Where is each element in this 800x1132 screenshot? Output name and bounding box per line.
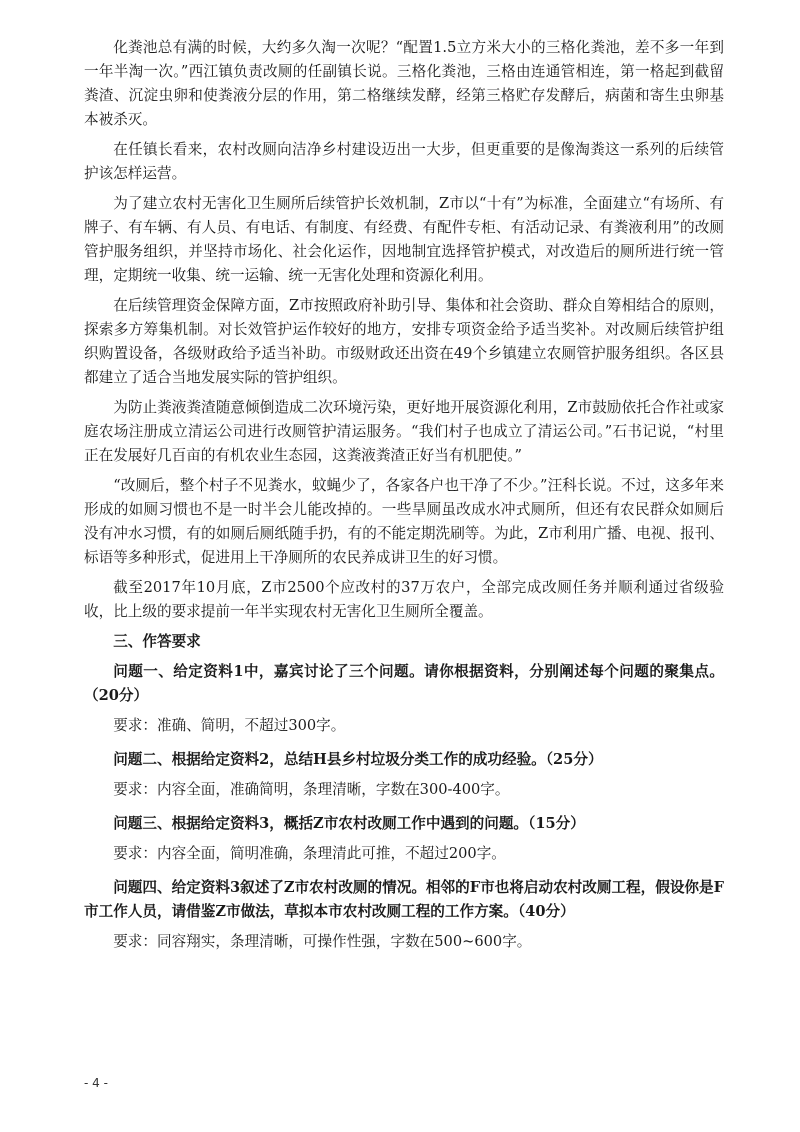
paragraph-2: 在任镇长看来，农村改厕向洁净乡村建设迈出一大步，但更重要的是像淘粪这一系列的后续管护该怎样运营。: [84, 141, 724, 182]
page-number: - 4 -: [84, 1076, 108, 1090]
question-1-requirement: 要求：准确、简明，不超过300字。: [113, 717, 346, 734]
paragraph-4: 在后续管理资金保障方面，Z市按照政府补助引导、集体和社会资助、群众自筹相结合的原则，探索多方筹集机制。对长效管护运作较好的地方，安排专项资金给予适当奖补。对改厕后续管护组织购置设备，各级财政给予适当补助。市级财政还出资在49个乡镇建立农厕管护服务组织。各区县都建立了适合当地发展实际的管护组织。: [84, 297, 724, 386]
paragraph-3: 为了建立农村无害化卫生厕所后续管护长效机制，Z市以“十有”为标准，全面建立“有场所、有牌子、有车辆、有人员、有电话、有制度、有经费、有配件专柜、有活动记录、有粪液利用”的改厕管护服务组织，并坚持市场化、社会化运作，因地制宜选择管护模式，对改造后的厕所进行统一管理，定期统一收集、统一运输、统一无害化处理和资源化利用。: [84, 195, 724, 284]
question-3-requirement: 要求：内容全面，简明准确，条理清此可推，不超过200字。: [113, 845, 506, 862]
question-2: 问题二、根据给定资料2，总结H县乡村垃圾分类工作的成功经验。（25分）: [113, 751, 603, 768]
question-4: 问题四、给定资料3叙述了Z市农村改厕的情况。相邻的F市也将启动农村改厕工程，假设你是F市工作人员，请借鉴Z市做法，草拟本市农村改厕工程的工作方案。（40分）: [84, 879, 724, 920]
question-4-requirement: 要求：同容翔实，条理清晰，可操作性强，字数在500~600字。: [113, 933, 532, 950]
paragraph-1: 化粪池总有满的时候，大约多久淘一次呢？“配置1.5立方米大小的三格化粪池，差不多一年到一年半淘一次。”西江镇负责改厕的任副镇长说。三格化粪池，三格由连通管相连，第一格起到截留粪渣、沉淀虫卵和使粪液分层的作用，第二格继续发酵，经第三格贮存发酵后，病菌和寄生虫卵基本被杀灭。: [84, 39, 724, 128]
paragraph-7: 截至2017年10月底，Z市2500个应改村的37万农户，全部完成改厕任务并顺利通过省级验收，比上级的要求提前一年半实现农村无害化卫生厕所全覆盖。: [84, 579, 724, 620]
paragraph-5: 为防止粪液粪渣随意倾倒造成二次环境污染，更好地开展资源化利用，Z市鼓励依托合作社或家庭农场注册成立清运公司进行改厕管护清运服务。“我们村子也成立了清运公司。”石书记说，“村里正在发展好几百亩的有机农业生态园，这粪液粪渣正好当有机肥使。”: [84, 399, 724, 464]
paragraph-6: “改厕后，整个村子不见粪水，蚊蝇少了，各家各户也干净了不少。”汪科长说。不过，这多年来形成的如厕习惯也不是一时半会儿能改掉的。一些旱厕虽改成水冲式厕所，但还有农民群众如厕后没有冲水习惯，有的如厕后厕纸随手扔，有的不能定期洗刷等。为此，Z市利用广播、电视、报刊、标语等多种形式，促进用上干净厕所的农民养成讲卫生的好习惯。: [84, 477, 724, 566]
page-content: [84, 36, 724, 964]
question-2-requirement: 要求：内容全面，准确简明，条理清晰，字数在300-400字。: [113, 781, 510, 798]
question-3: 问题三、根据给定资料3，概括Z市农村改厕工作中遇到的问题。（15分）: [113, 815, 585, 832]
question-1: 问题一、给定资料1中，嘉宾讨论了三个问题。请你根据资料，分别阐述每个问题的聚集点。（20分）: [84, 663, 724, 704]
section-heading: 三、作答要求: [113, 633, 201, 650]
